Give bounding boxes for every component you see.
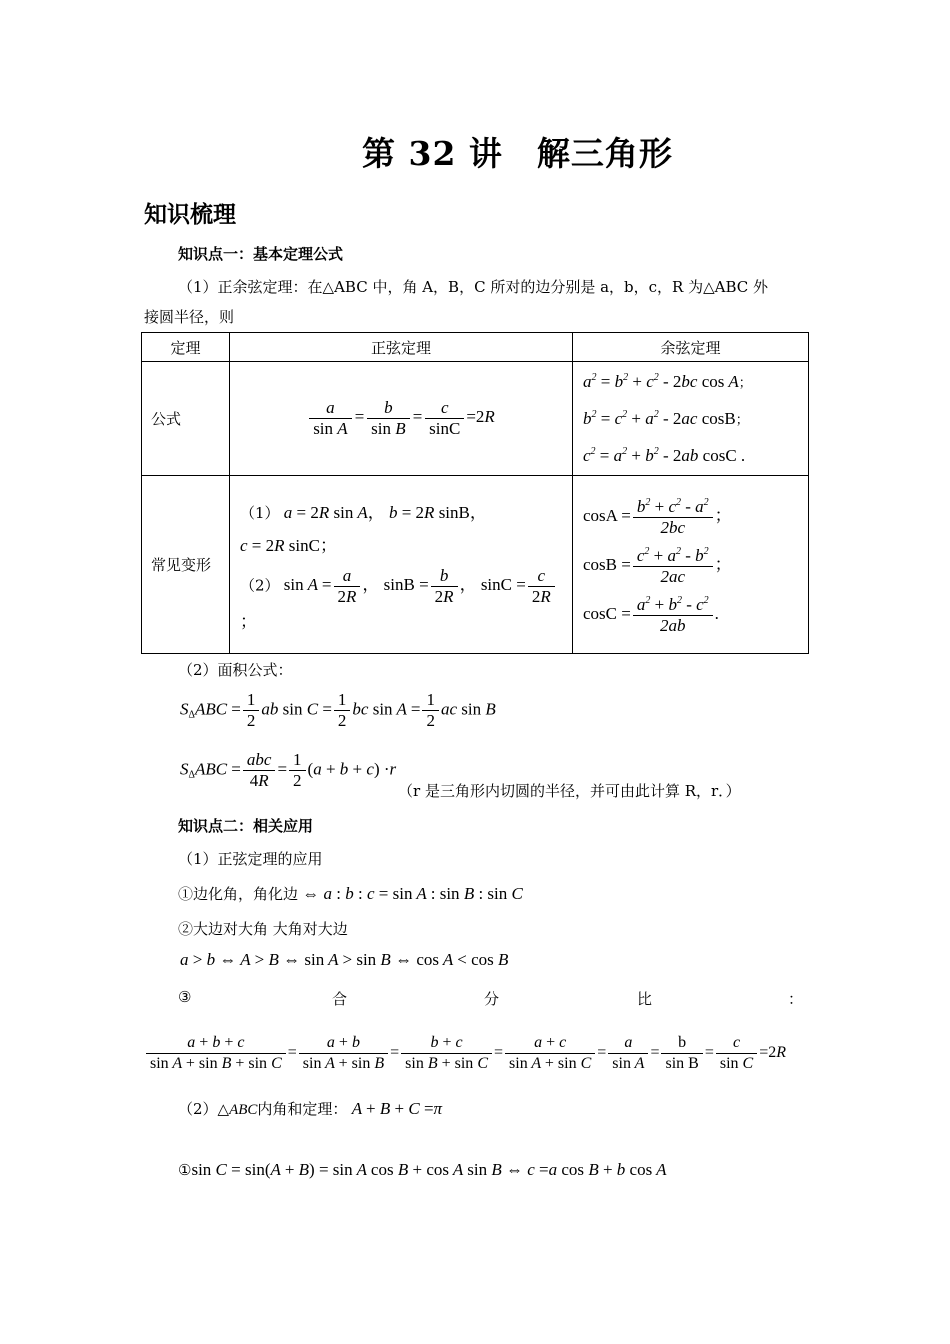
ratio-formula: $\frac{a + b + c}{\text{sin A + sin B + sin C}}$ = $\frac{a + b}{\text{sin A + sin B}}$ = $\frac{b + c}{\text{sin B + sin C}}$ = $\frac{a + c}{\text{sin A + sin C}}$ = $\frac{a}{\text{sin A}}$ = $\frac{b}{\text{sin B}}$ = $\frac{c}{\text{sin C}}$ =2R [144,1033,786,1074]
header-theorem: 定理 [142,333,230,362]
cosine-law-variants: cosA = $\frac{b^2 + c^2 - a^2}{2bc}$ ； cosB = $\frac{c^2 + a^2 - b^2}{2ac}$ ； cosC = $\frac{a^2 + b^2 - c^2}{2ab}$ . [573,476,809,654]
kp2-item1d-colon: ： [788,990,804,1008]
kp2-item1d-bi: 比 [637,990,653,1008]
cosine-law-b: $b^2 = c^2 + a^2 - 2ac$ cosB； [583,408,749,428]
kp1-intro-line1: （1）正余弦定理：在△ABC 中，角 A，B，C 所对的边分别是 a，b，c，R 为△ABC 外 [178,278,769,296]
kp2-item1d-fen: 分 [484,990,500,1008]
kp1-intro-line2: 接圆半径，则 [144,308,235,326]
area-formula-2: $S_\Delta ABC$ = $\frac{\text{abc}}{4R}$ = $\frac{1}{2}$ (a + b + c) ·r [180,750,397,790]
kp2-item1b: ②大边对大角 大角对大边 [178,920,348,938]
cosine-law-c: $c^2 = a^2 + b^2 - 2ab$ cosC . [583,445,746,465]
area-note: （r 是三角形内切圆的半径，并可由此计算 R，r．） [398,782,741,800]
cosine-law-formulas [573,362,809,476]
kp2-item1d-num: ③ [178,988,192,1006]
kp2-item1d-he: 合 [332,990,348,1008]
header-cosine-law: 余弦定理 [573,333,809,362]
sine-law-formula: $\frac{a}{\text{sin A}}$ = $\frac{b}{\text{sin B}}$ = $\frac{c}{\sin C}$ =2R [230,362,573,476]
kp2-item1c: a > b ⇔ A > B ⇔ sin A > sin B ⇔ cos A < cos B [180,950,509,969]
sine-law-variants: （1） a = 2R sin A， b = 2R sinB， c = 2R sinC； （2） sin A = $\frac{a}{2R}$ ， sinB = $\frac{b}{2R}$ ， sinC = $\frac{c}{2R}$ ； [230,476,573,654]
row-label-variants: 常见变形 [142,476,230,654]
section-heading: 知识梳理 [144,201,236,228]
page-title: 第 32 讲 解三角形 [362,134,673,173]
kp2-item2: （2）△ABC内角和定理： A + B + C =π [178,1099,443,1118]
theorem-table [141,332,809,654]
kp2-item1a: ①边化角，角化边 ⇔ a : b : c = sin A : sin B : sin C [178,884,523,903]
cosine-law-a: $a^2 = b^2 + c^2 - 2bc$ cos A； [583,371,752,391]
row-label-formula: 公式 [142,362,230,476]
kp1-heading: 知识点一：基本定理公式 [178,245,344,263]
kp2-item1: （1）正弦定理的应用 [178,850,323,868]
area-heading: （2）面积公式： [178,661,293,679]
header-sine-law: 正弦定理 [230,333,573,362]
kp2-heading: 知识点二：相关应用 [178,817,314,835]
kp2-item3: ①sin C = sin(A + B) = sin A cos B + cos A sin B ⇔ c =a cos B + b cos A [178,1160,667,1179]
area-formula-1: $S_\Delta ABC$ = $\frac{1}{2}$ ab sin C = $\frac{1}{2}$ bc sin A = $\frac{1}{2}$ ac sin B [180,690,496,730]
